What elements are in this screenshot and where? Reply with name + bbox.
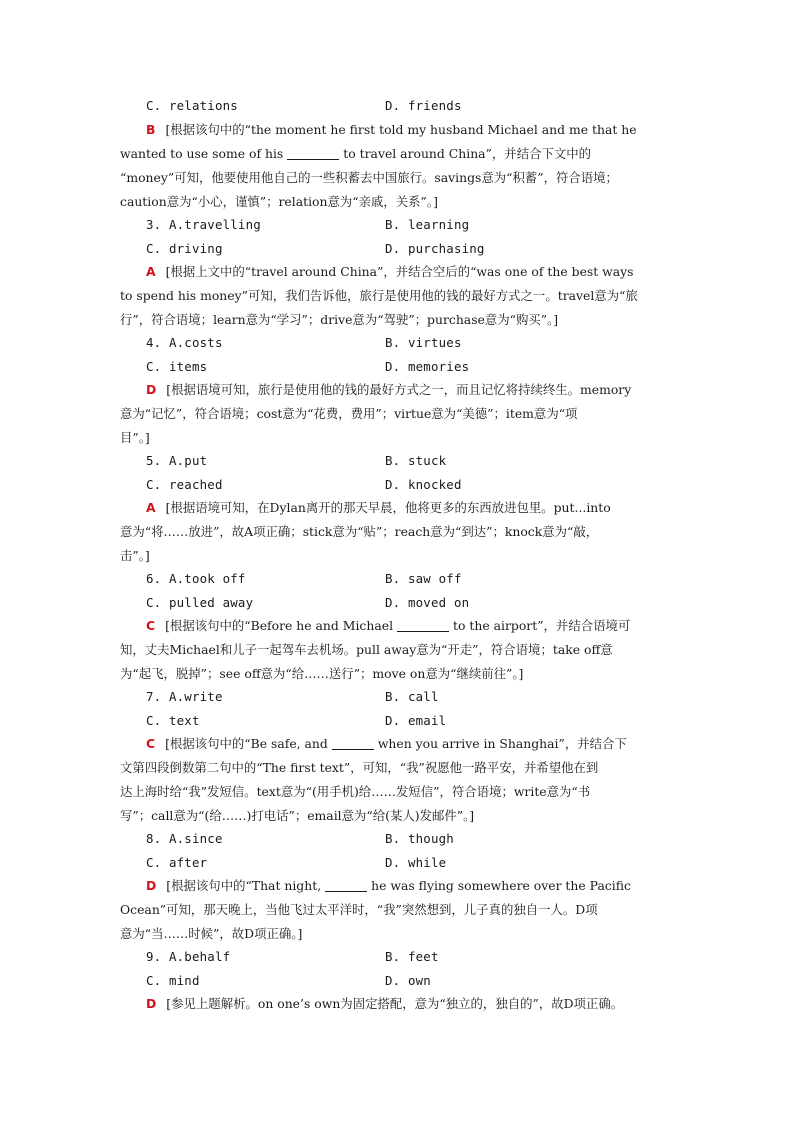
q9-explanation-line-1 bbox=[146, 992, 676, 1016]
q3-option-b: B. learning bbox=[385, 217, 470, 232]
q4-option-c: C. items bbox=[146, 359, 208, 374]
q2-option-c: C. relations bbox=[146, 98, 238, 113]
q5-exp-text-1: [根据语境可知，在Dylan离开的那天早晨，他将更多的东西放进包里。put...into bbox=[165, 500, 611, 515]
q8-explanation-line-3: 意为“当……时候”，故D项正确。] bbox=[120, 926, 303, 941]
q2-option-d: D. friends bbox=[385, 98, 462, 113]
q3-option-c: C. driving bbox=[146, 241, 223, 256]
q7-option-a: 7. A.write bbox=[146, 689, 223, 704]
q6-explanation-line-1 bbox=[146, 614, 676, 638]
q9-answer-letter: D bbox=[146, 996, 157, 1011]
q8-option-d: D. while bbox=[385, 855, 447, 870]
q8-explanation-line-2: Ocean”可知，那天晚上，当他飞过太平洋时，“我”突然想到，儿子真的独自一人。D项 bbox=[120, 902, 598, 917]
q3-explanation-line-2: to spend his money”可知，我们告诉他，旅行是使用他的钱的最好方式之一。travel意为“旅 bbox=[120, 288, 638, 303]
q7-option-d: D. email bbox=[385, 713, 447, 728]
q7-answer-letter: C bbox=[146, 736, 156, 751]
q2-explanation-line-3: “money”可知，他要使用他自己的一些积蓄去中国旅行。savings意为“积蓄”，符合语境； bbox=[120, 170, 618, 185]
answer-blank bbox=[397, 617, 449, 632]
q8-option-a: 8. A.since bbox=[146, 831, 223, 846]
q7-explanation-line-2: 文第四段倒数第二句中的“The first text”，可知，“我”祝愿他一路平安，并希望他在到 bbox=[120, 760, 599, 775]
q9-option-d: D. own bbox=[385, 973, 431, 988]
q4-option-b: B. virtues bbox=[385, 335, 462, 350]
q6-option-d: D. moved on bbox=[385, 595, 470, 610]
q5-answer-letter: A bbox=[146, 500, 156, 515]
q4-option-d: D. memories bbox=[385, 359, 470, 374]
q3-option-d: D. purchasing bbox=[385, 241, 485, 256]
q6-explanation-line-3: 为“起飞，脱掉”；see off意为“给……送行”；move on意为“继续前往”。] bbox=[120, 666, 524, 681]
q9-option-b: B. feet bbox=[385, 949, 439, 964]
q3-explanation-line-3: 行”，符合语境；learn意为“学习”；drive意为“驾驶”；purchase意为“购买”。] bbox=[120, 312, 559, 327]
q2-answer-letter: B bbox=[146, 122, 156, 137]
answer-blank bbox=[332, 735, 374, 750]
q6-option-c: C. pulled away bbox=[146, 595, 254, 610]
q9-exp-text-1: [参见上题解析。on one’s own为固定搭配，意为“独立的，独自的”，故D项正确。 bbox=[166, 996, 624, 1011]
q8-answer-letter: D bbox=[146, 878, 157, 893]
q7-explanation-line-1 bbox=[146, 732, 676, 756]
q4-exp-text-1: [根据语境可知，旅行是使用他的钱的最好方式之一，而且记忆将持续终生。memory bbox=[166, 382, 632, 397]
answer-blank bbox=[325, 877, 367, 892]
q5-explanation-line-3: 击”。] bbox=[120, 548, 150, 563]
q2-explanation-line-2 bbox=[120, 142, 676, 166]
q5-explanation-line-2: 意为“将……放进”，故A项正确；stick意为“贴”；reach意为“到达”；knock意为“敲， bbox=[120, 524, 599, 539]
q4-explanation-line-3: 目”。] bbox=[120, 430, 150, 445]
q7-exp-text-1a: [根据该句中的“Be safe, and bbox=[165, 736, 328, 751]
q4-answer-letter: D bbox=[146, 382, 157, 397]
q7-explanation-line-3: 达上海时给“我”发短信。text意为“(用手机)给……发短信”，符合语境；write意为“书 bbox=[120, 784, 591, 799]
q2-explanation-line-4: caution意为“小心，谨慎”；relation意为“亲戚，关系”。] bbox=[120, 194, 438, 209]
q6-exp-text-1a: [根据该句中的“Before he and Michael bbox=[165, 618, 394, 633]
q8-exp-text-1a: [根据该句中的“That night, bbox=[166, 878, 322, 893]
q5-explanation-line-1 bbox=[146, 496, 676, 520]
q5-option-d: D. knocked bbox=[385, 477, 462, 492]
q8-option-c: C. after bbox=[146, 855, 208, 870]
q8-exp-text-1b: he was flying somewhere over the Pacific bbox=[371, 878, 631, 893]
q2-exp-text-2b: to travel around China”，并结合下文中的 bbox=[343, 146, 592, 161]
q4-explanation-line-2: 意为“记忆”，符合语境；cost意为“花费，费用”；virtue意为“美德”；item意为“项 bbox=[120, 406, 578, 421]
q3-explanation-line-1 bbox=[146, 260, 676, 284]
q9-option-c: C. mind bbox=[146, 973, 200, 988]
q7-option-b: B. call bbox=[385, 689, 439, 704]
q8-explanation-line-1 bbox=[146, 874, 676, 898]
q2-exp-text-1: [根据该句中的“the moment he first told my husband Michael and me that he bbox=[165, 122, 637, 137]
q7-option-c: C. text bbox=[146, 713, 200, 728]
q7-exp-text-1b: when you arrive in Shanghai”，并结合下 bbox=[377, 736, 627, 751]
q3-option-a: 3. A.travelling bbox=[146, 217, 261, 232]
q9-option-a: 9. A.behalf bbox=[146, 949, 231, 964]
q6-option-b: B. saw off bbox=[385, 571, 462, 586]
q2-explanation-line-1 bbox=[146, 118, 676, 142]
q5-option-c: C. reached bbox=[146, 477, 223, 492]
q7-explanation-line-4: 写”；call意为“(给……)打电话”；email意为“给(某人)发邮件”。] bbox=[120, 808, 475, 823]
q3-exp-text-1: [根据上文中的“travel around China”，并结合空后的“was one of the best ways bbox=[165, 264, 634, 279]
q6-answer-letter: C bbox=[146, 618, 156, 633]
q4-option-a: 4. A.costs bbox=[146, 335, 223, 350]
answer-blank bbox=[287, 145, 339, 160]
q8-option-b: B. though bbox=[385, 831, 454, 846]
q6-exp-text-1b: to the airport”，并结合语境可 bbox=[453, 618, 631, 633]
q5-option-b: B. stuck bbox=[385, 453, 447, 468]
q4-explanation-line-1 bbox=[146, 378, 676, 402]
q6-option-a: 6. A.took off bbox=[146, 571, 246, 586]
q5-option-a: 5. A.put bbox=[146, 453, 208, 468]
q2-exp-text-2a: wanted to use some of his bbox=[120, 146, 284, 161]
q3-answer-letter: A bbox=[146, 264, 156, 279]
q6-explanation-line-2: 知，丈夫Michael和儿子一起驾车去机场。pull away意为“开走”，符合语境；take off意 bbox=[120, 642, 613, 657]
